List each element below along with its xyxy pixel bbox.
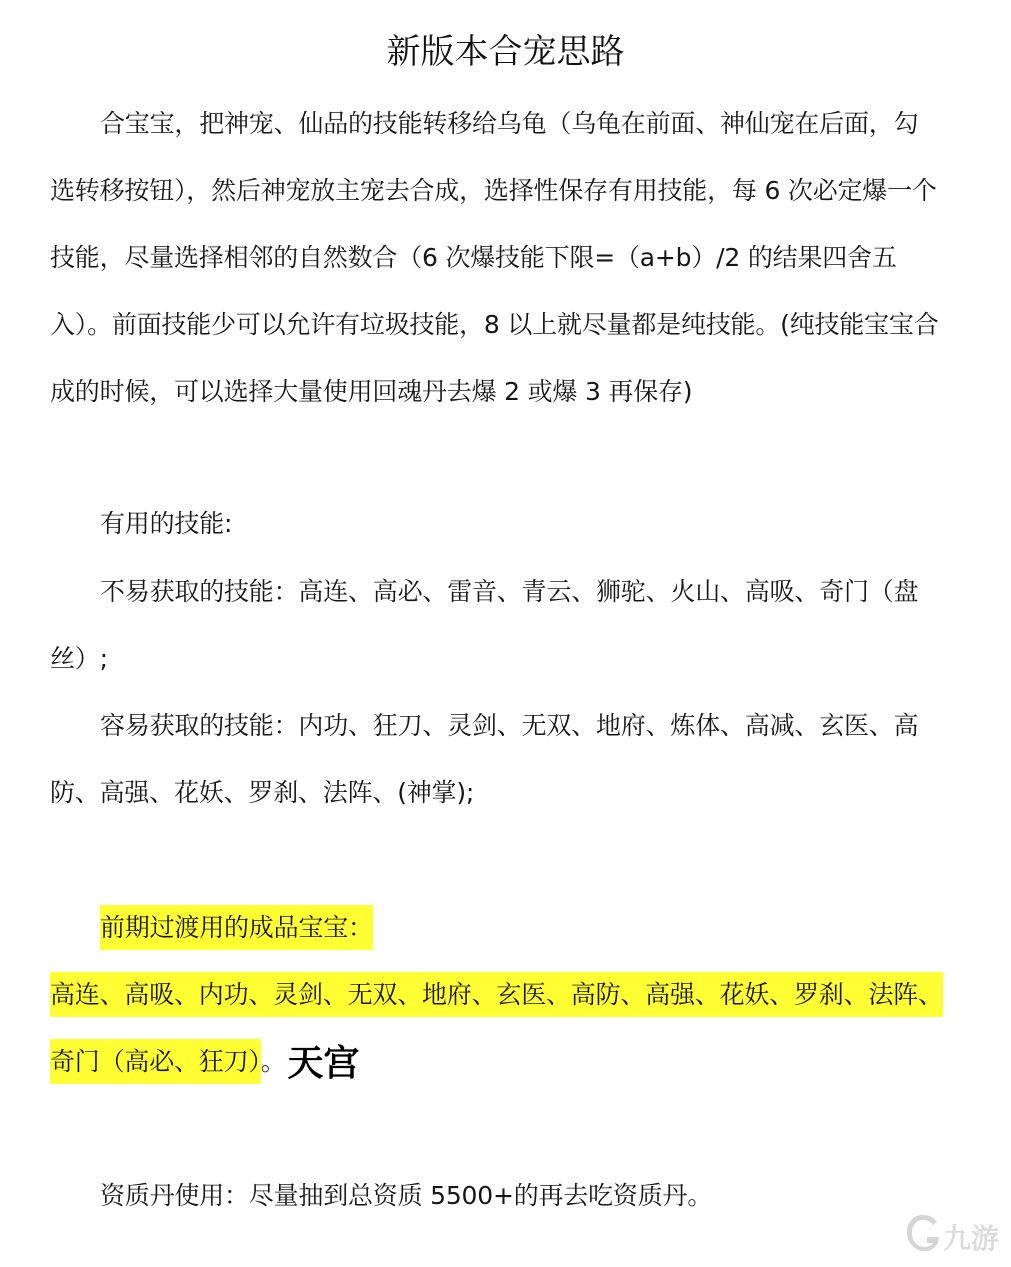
transition-section: [50, 894, 942, 1095]
intro-paragraph: 合宝宝，把神宠、仙品的技能转移给乌龟（乌龟在前面、神仙宠在后面，勾选转移按钮），然后神宠放主宠去合成，选择性保存有用技能，每 6 次必定爆一个技能，尽量选择相邻的自然数合（6 次爆技能下限=（a+b）/2 的结果四舍五入）。前面技能少可以允许有垃圾技能，8 以上就尽量都是纯技能。(纯技能宝宝合成的时候，可以选择大量使用回魂丹去爆 2 或爆 3 再保存): [50, 109, 939, 406]
pill-usage-paragraph: 资质丹使用：尽量抽到总资质 5500+的再去吃资质丹。: [100, 1181, 713, 1210]
easy-skills-paragraph: 容易获取的技能：内功、狂刀、灵剑、无双、地府、炼体、高减、玄医、高防、高强、花妖、罗刹、法阵、(神掌);: [50, 711, 919, 807]
tiangong-note: 天宫: [287, 1042, 360, 1084]
jiuyou-logo-icon: [903, 1211, 943, 1255]
transition-list-line1: 高连、高吸、内功、灵剑、无双、地府、玄医、高防、高强、花妖、罗刹、法阵、: [50, 972, 943, 1017]
useful-skills-heading: 有用的技能:: [100, 509, 233, 538]
watermark: [903, 1211, 999, 1257]
transition-heading: 前期过渡用的成品宝宝：: [100, 905, 373, 950]
watermark-text: 九游: [943, 1222, 1000, 1255]
hard-skills-paragraph: 不易获取的技能：高连、高必、雷音、青云、狮驼、火山、高吸、奇门（盘丝）;: [50, 577, 919, 673]
transition-period: 。: [260, 1047, 286, 1076]
page-title: 新版本合宠思路: [386, 32, 625, 72]
transition-list-line2: 奇门（高必、狂刀）: [50, 1039, 261, 1084]
